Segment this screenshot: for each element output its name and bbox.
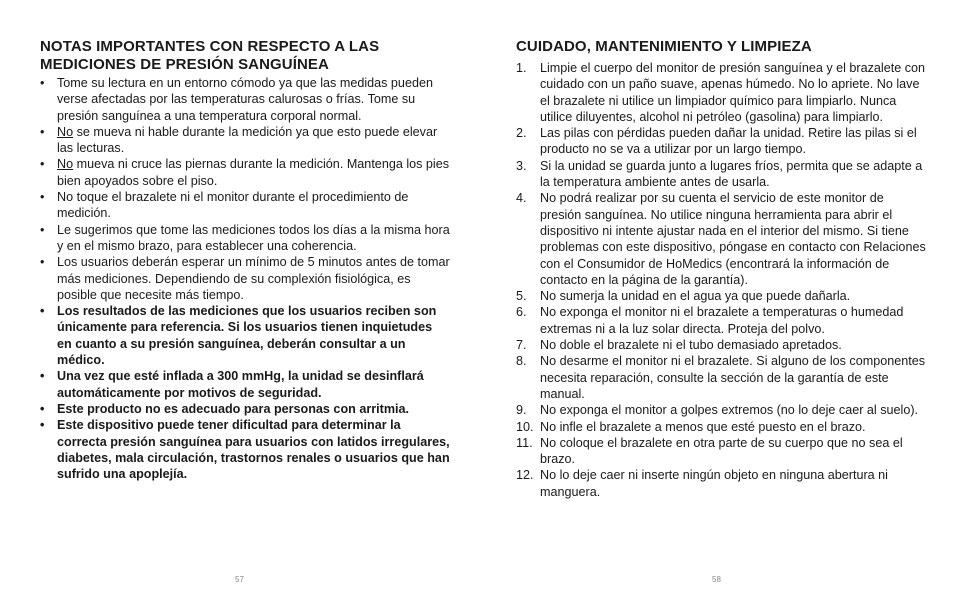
bullet-item-bold: • Este dispositivo puede tener dificultad para determinar la correcta presión sanguínea para usuarios con latidos irregulares, diabetes, mala circulación, trastornos renales o usuarios que han sufrido una apoplejía. — [40, 417, 450, 482]
right-page-title: CUIDADO, MANTENIMIENTO Y LIMPIEZA — [516, 38, 812, 55]
numbered-item: 5. No sumerja la unidad en el agua ya que puede dañarla. — [516, 289, 851, 304]
numbered-item: 6. No exponga el monitor ni el brazalete a temperaturas o humedad extremas ni a la luz solar directa. Proteja del polvo. — [516, 305, 904, 336]
numbered-item: 11. No coloque el brazalete en otra parte de su cuerpo que no sea el brazo. — [516, 435, 903, 467]
page-number-right: 58 — [712, 575, 721, 584]
measurement-notes-list — [40, 75, 450, 482]
numbered-item: 12. No lo deje caer ni inserte ningún objeto en ninguna abertura ni manguera. — [516, 468, 888, 499]
bullet-item: • No toque el brazalete ni el monitor durante el procedimiento de medición. — [40, 189, 450, 222]
left-title-line-2: MEDICIONES DE PRESIÓN SANGUÍNEA — [40, 56, 329, 73]
bullet-item: • Tome su lectura en un entorno cómodo ya que las medidas pueden verse afectadas por las temperaturas calurosas o frías. Tome su presión sanguínea a una temperatura corporal normal. — [40, 75, 450, 124]
numbered-item: 2. Las pilas con pérdidas pueden dañar la unidad. Retire las pilas si el producto no se va a utilizar por un largo tiempo. — [516, 126, 917, 157]
bullet-item: • Los usuarios deberán esperar un mínimo de 5 minutos antes de tomar más mediciones. Dependiendo de su complexión fisiológica, es posible que necesite más tiempo. — [40, 254, 450, 303]
numbered-item: 3. Si la unidad se guarda junto a lugares fríos, permita que se adapte a la temperatura ambiente antes de usarla. — [516, 158, 923, 190]
numbered-item: 7. No doble el brazalete ni el tubo demasiado apretados. — [516, 338, 842, 353]
left-page-title — [40, 38, 440, 74]
right-page — [516, 0, 926, 600]
numbered-item: 9. No exponga el monitor a golpes extremos (no lo deje caer al suelo). — [516, 403, 919, 418]
numbered-item: 4. No podrá realizar por su cuenta el servicio de este monitor de presión sanguínea. No utilice ninguna herramienta para abrir el dispositivo ni intente ajustar nada en el interior del mismo. Si tiene problemas con este dispositivo, póngase en contacto con Relaciones con el Consumidor de HoMedics (encontrará la información de contacto en la página de la garantía). — [516, 191, 926, 287]
left-title-line-1: NOTAS IMPORTANTES CON RESPECTO A LAS — [40, 38, 380, 55]
care-maintenance-list — [516, 60, 926, 500]
bullet-item-bold: • Una vez que esté inflada a 300 mmHg, la unidad se desinflará automáticamente por motivos de seguridad. — [40, 368, 450, 401]
underlined-word: No — [57, 157, 74, 172]
numbered-item: 10. No infle el brazalete a menos que esté puesto en el brazo. — [516, 419, 866, 434]
bullet-item: • Le sugerimos que tome las mediciones todos los días a la misma hora y en el mismo brazo, para establecer una coherencia. — [40, 222, 450, 255]
bullet-item: • No mueva ni cruce las piernas durante la medición. Mantenga los pies bien apoyados sobre el piso. — [40, 156, 450, 189]
numbered-item: 8. No desarme el monitor ni el brazalete. Si alguno de los componentes necesita reparación, consulte la sección de la garantía de este manual. — [516, 354, 926, 401]
page-number-left: 57 — [235, 575, 244, 584]
left-page — [40, 0, 450, 600]
numbered-item: 1. Limpie el cuerpo del monitor de presión sanguínea y el brazalete con cuidado con un paño suave, apenas húmedo. No lo apriete. No lave el brazalete ni utilice un limpiador químico para limpiarlo. Nunca utilice diluyentes, alcohol ni petróleo (gasolina) para limpiarlo. — [516, 61, 926, 124]
underlined-word: No — [57, 124, 74, 139]
bullet-item-bold: • Los resultados de las mediciones que los usuarios reciben son únicamente para referencia. Si los usuarios tienen inquietudes en cuanto a su presión sanguínea, deberán consultar a un médico. — [40, 303, 450, 368]
bullet-item-bold: • Este producto no es adecuado para personas con arritmia. — [40, 401, 450, 417]
bullet-item: • No se mueva ni hable durante la medición ya que esto puede elevar las lecturas. — [40, 124, 450, 157]
